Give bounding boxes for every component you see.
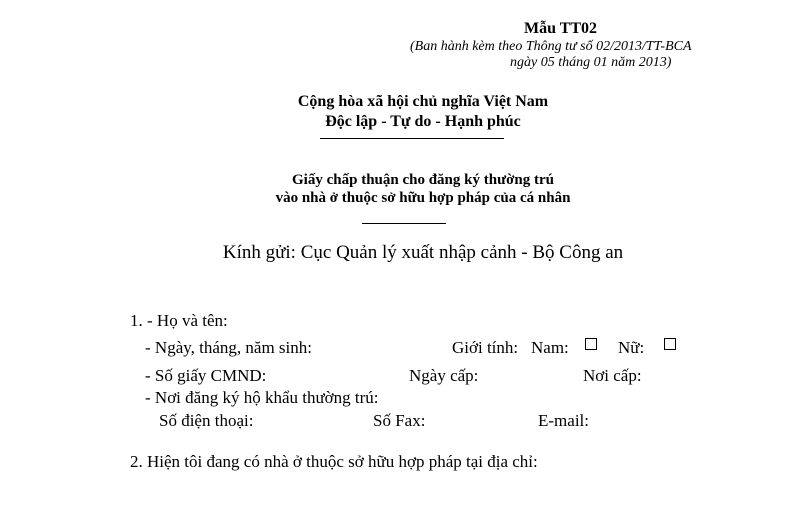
form-code: Mẫu TT02 <box>524 20 598 37</box>
heading-divider <box>320 138 504 139</box>
issue-place-label: Nơi cấp: <box>583 366 642 385</box>
motto-heading: Độc lập - Tự do - Hạnh phúc <box>325 113 521 130</box>
full-name-label: 1. - Họ và tên: <box>130 311 228 330</box>
property-address-label: 2. Hiện tôi đang có nhà ở thuộc sở hữu hợp pháp tại địa chỉ: <box>130 452 538 471</box>
fax-label: Số Fax: <box>373 411 426 430</box>
nation-heading: Cộng hòa xã hội chủ nghĩa Việt Nam <box>297 93 549 110</box>
female-label: Nữ: <box>618 338 645 357</box>
id-number-label: - Số giấy CMND: <box>145 366 267 385</box>
issue-date-label: Ngày cấp: <box>409 366 479 385</box>
title-divider <box>362 223 446 224</box>
document-title-line1: Giấy chấp thuận cho đăng ký thường trú <box>292 172 554 188</box>
residence-label: - Nơi đăng ký hộ khẩu thường trú: <box>145 388 379 407</box>
recipient-line: Kính gửi: Cục Quản lý xuất nhập cảnh - Bộ Công an <box>222 242 624 263</box>
issuance-date: ngày 05 tháng 01 năm 2013) <box>510 55 672 70</box>
gender-label: Giới tính: <box>452 338 519 357</box>
male-label: Nam: <box>531 338 569 357</box>
document-title-line2: vào nhà ở thuộc sở hữu hợp pháp của cá nhân <box>275 190 571 206</box>
phone-label: Số điện thoại: <box>159 411 254 430</box>
issuance-note: (Ban hành kèm theo Thông tư số 02/2013/TT-BCA <box>410 39 692 54</box>
email-label: E-mail: <box>538 411 589 430</box>
dob-label: - Ngày, tháng, năm sinh: <box>145 338 312 357</box>
male-checkbox[interactable] <box>585 338 597 350</box>
female-checkbox[interactable] <box>664 338 676 350</box>
